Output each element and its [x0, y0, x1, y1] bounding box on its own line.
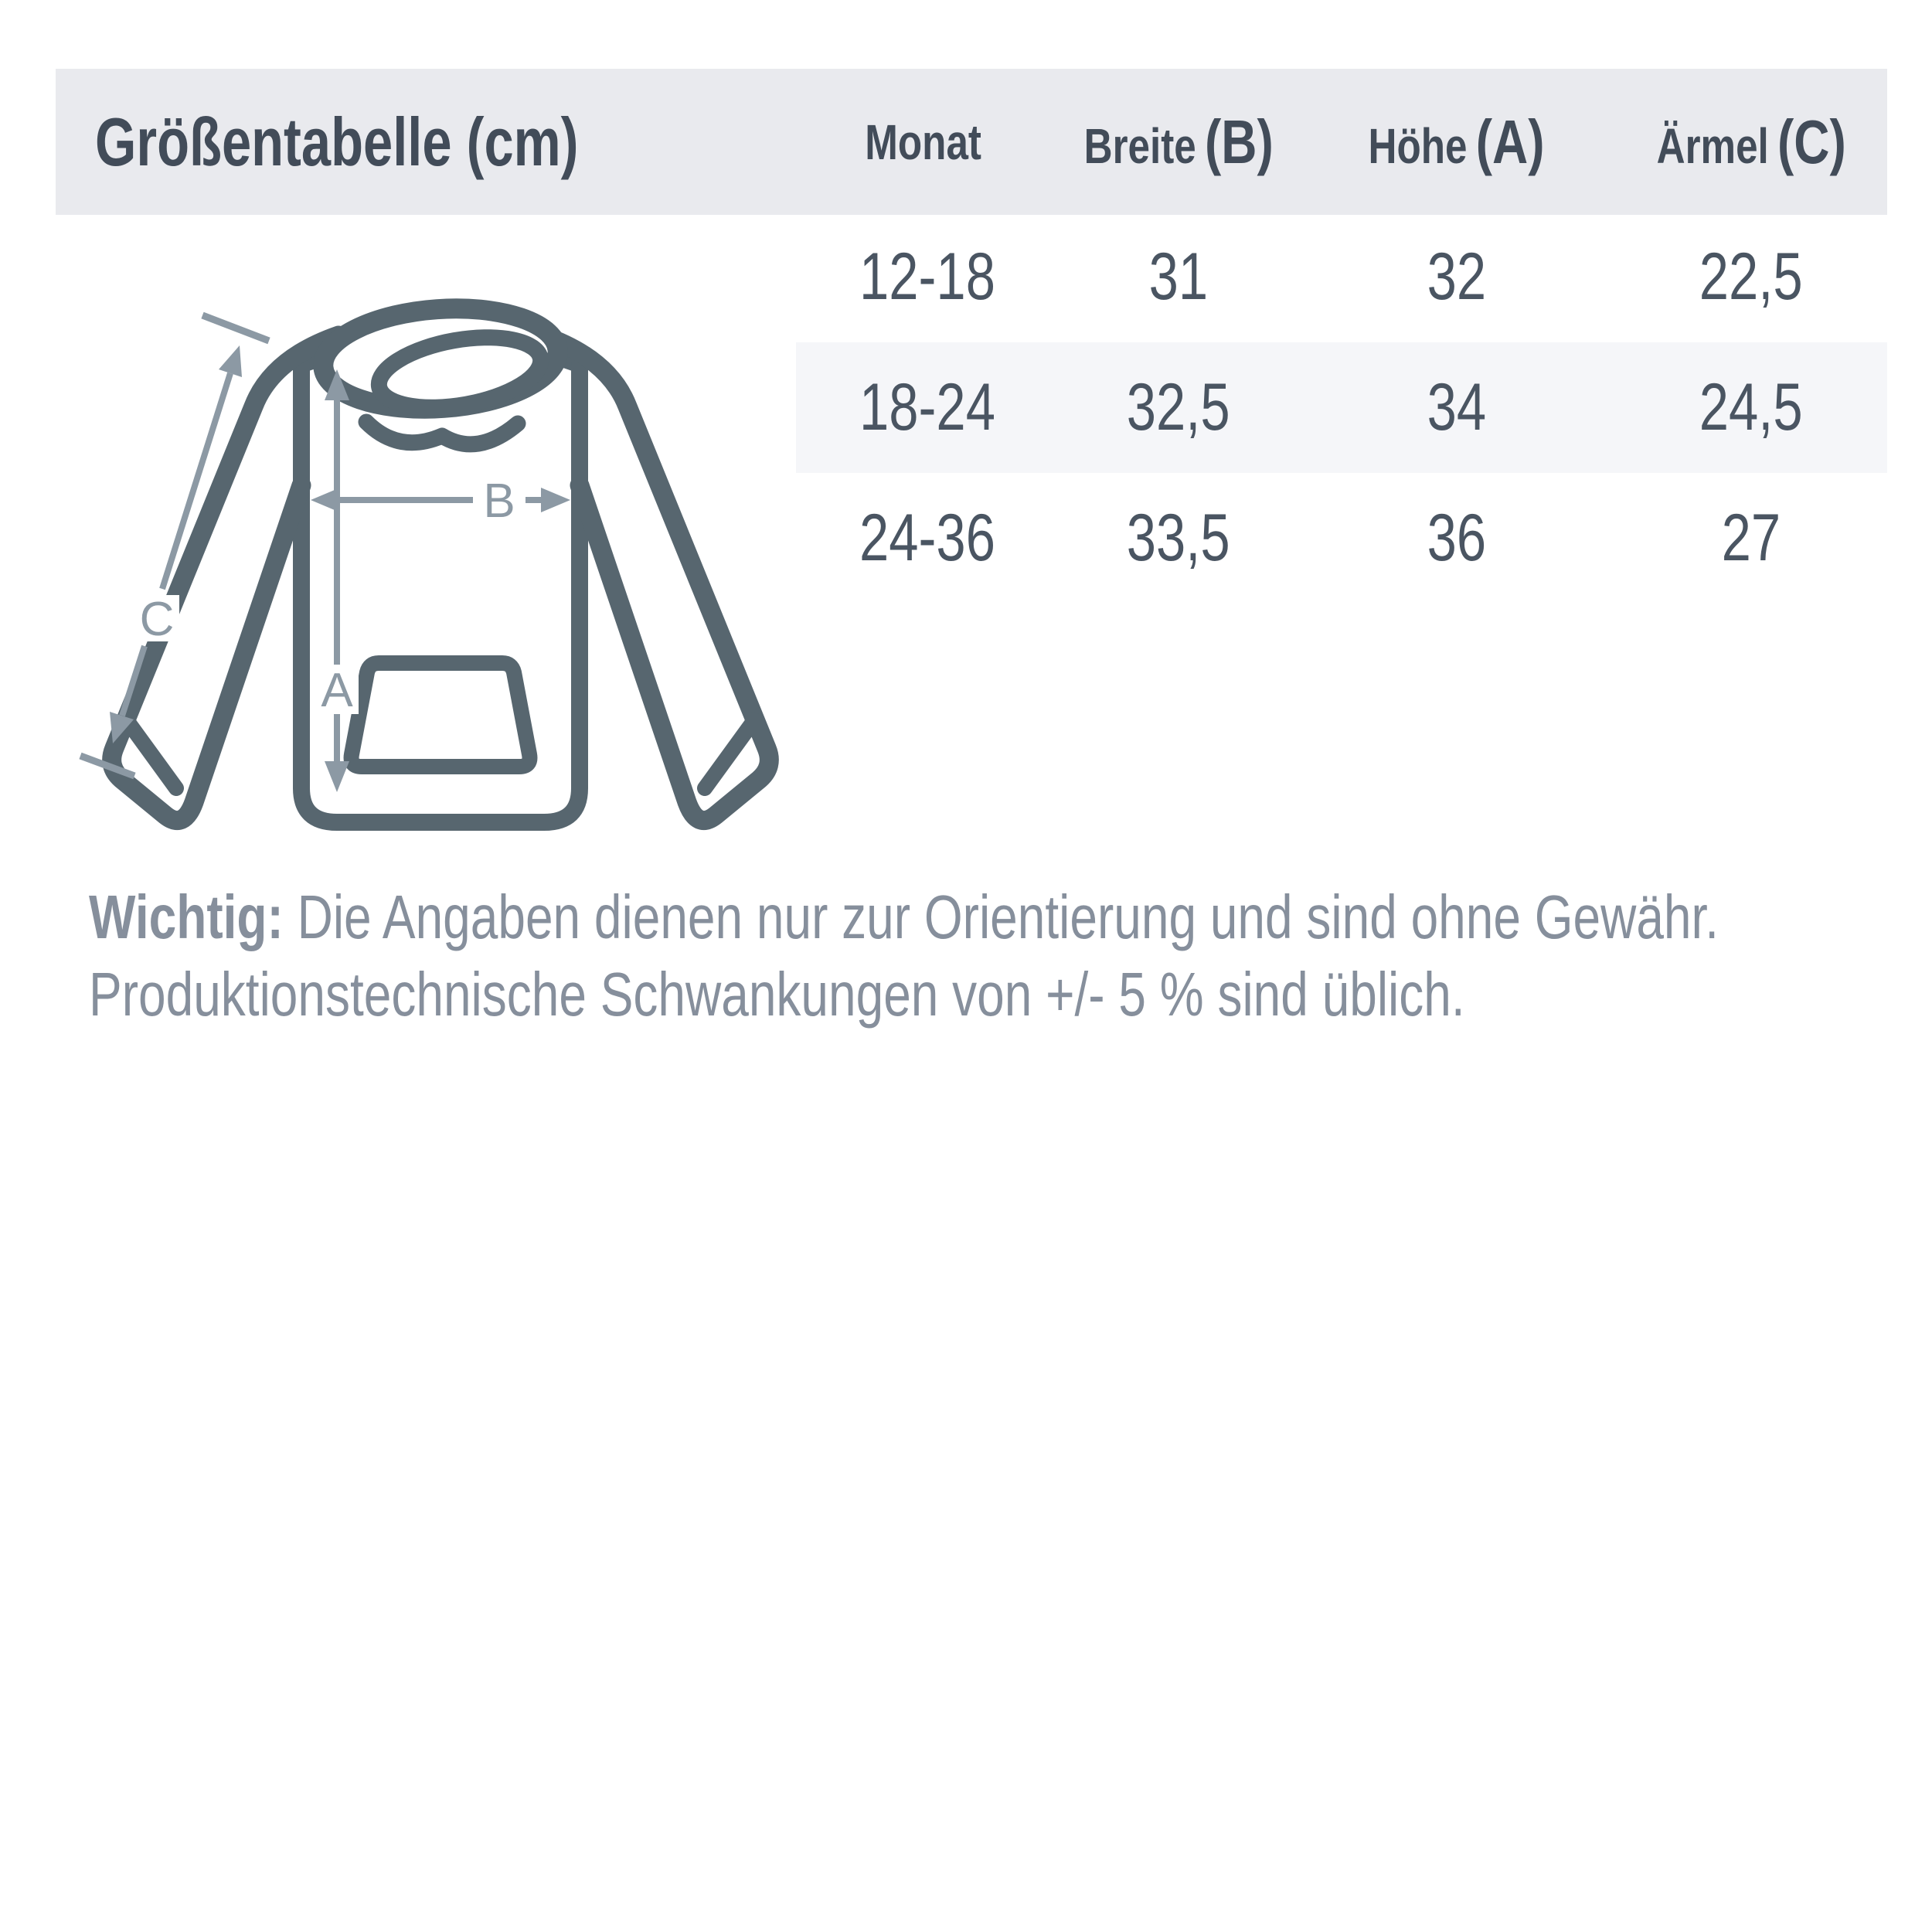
note-line-1-text: Die Angaben dienen nur zur Orientierung und sind ohne Gewähr. — [283, 883, 1719, 951]
measure-arrow-c-icon — [80, 315, 269, 776]
table-cell-aermel: 27 — [1721, 501, 1781, 575]
measure-label-b: B — [483, 474, 515, 528]
column-header-aermel: Ärmel (C) — [1656, 107, 1846, 176]
table-cell-monat: 18-24 — [859, 370, 995, 444]
hoodie-measurement-diagram — [70, 292, 788, 833]
page-title — [95, 69, 715, 215]
page-title-text: Größentabelle (cm) — [95, 103, 579, 180]
table-cell-breite: 31 — [1148, 240, 1209, 314]
table-cell-hoehe: 36 — [1427, 501, 1487, 575]
table-cell-breite: 32,5 — [1127, 370, 1230, 444]
note-bold-label: Wichtig: — [89, 883, 284, 951]
column-header-breite: Breite (B) — [1083, 107, 1274, 176]
measure-label-c: C — [139, 593, 175, 646]
table-cell-hoehe: 32 — [1427, 240, 1487, 314]
table-cell-monat: 24-36 — [859, 501, 995, 575]
note-line-2 — [89, 956, 1897, 1033]
column-header-hoehe: Höhe (A) — [1368, 107, 1546, 176]
table-row — [796, 212, 1887, 342]
table-cell-aermel: 22,5 — [1699, 240, 1803, 314]
table-cell-aermel: 24,5 — [1699, 370, 1803, 444]
table-cell-hoehe: 34 — [1427, 370, 1487, 444]
table-cell-breite: 33,5 — [1127, 501, 1230, 575]
table-row — [796, 342, 1887, 473]
hoodie-hood-drape — [366, 422, 518, 444]
note-line-2-text: Produktionstechnische Schwankungen von +/- 5 % sind üblich. — [89, 960, 1465, 1029]
measure-arrow-b-icon — [311, 474, 570, 528]
measure-label-a: A — [321, 664, 353, 717]
note-text — [89, 879, 1897, 1033]
hoodie-pocket — [352, 663, 530, 767]
table-row — [796, 473, 1887, 604]
table-column-headers — [796, 69, 1887, 215]
hoodie-diagram-svg — [70, 292, 788, 833]
column-header-monat: Monat — [865, 114, 981, 170]
table-cell-monat: 12-18 — [859, 240, 995, 314]
note-line-1 — [89, 879, 1897, 956]
